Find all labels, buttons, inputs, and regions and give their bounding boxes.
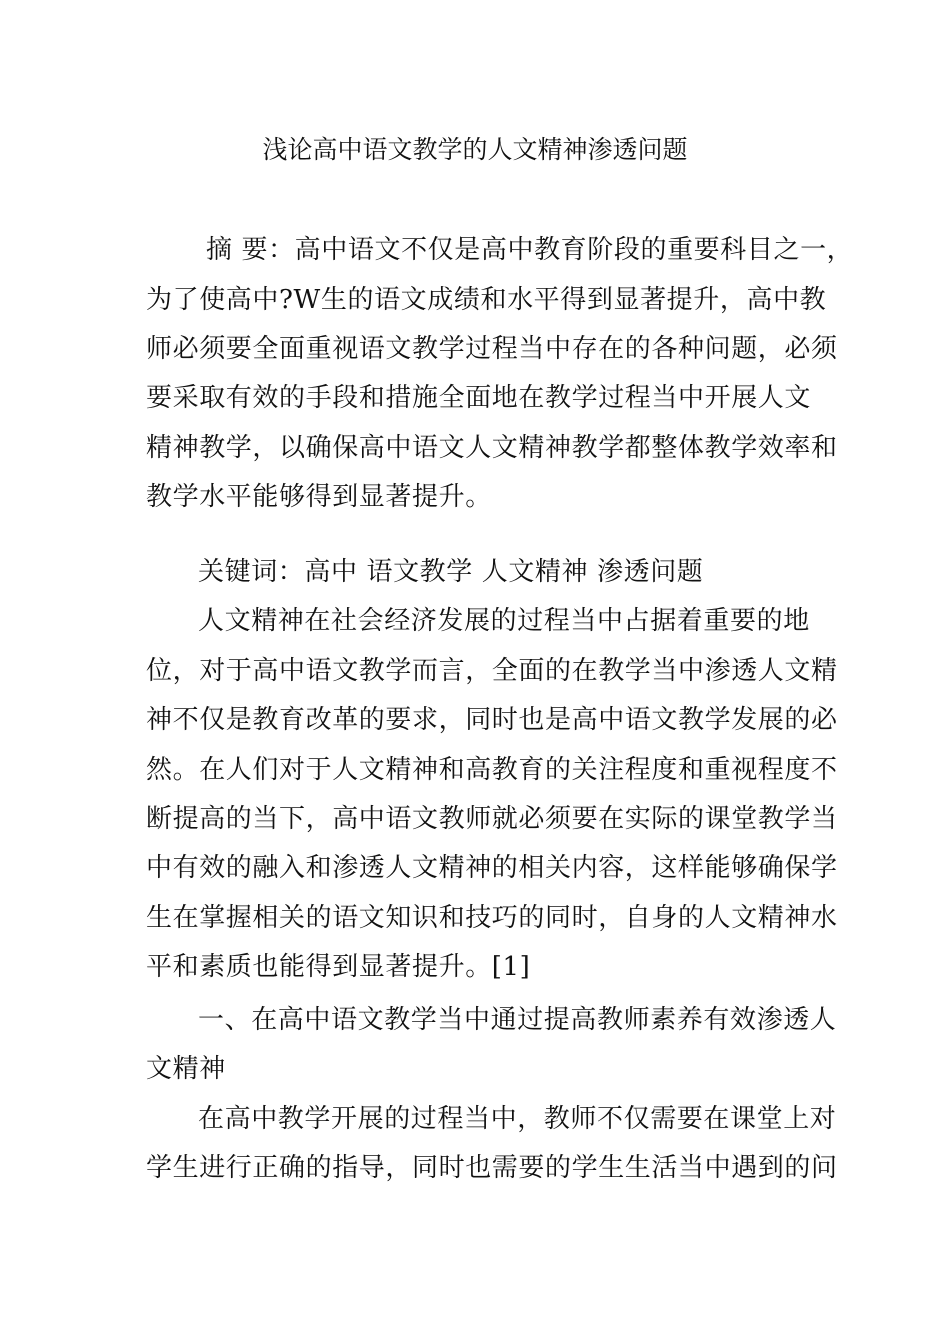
paragraph-line: 断提高的当下，高中语文教师就必须要在实际的课堂教学当 — [146, 804, 838, 834]
paragraph-line: 在高中教学开展的过程当中，教师不仅需要在课堂上对 — [198, 1104, 837, 1134]
abstract-line: 摘 要：高中语文不仅是高中教育阶段的重要科目之一， — [206, 235, 854, 265]
paragraph-line: 神不仅是教育改革的要求，同时也是高中语文教学发展的必 — [146, 705, 838, 735]
keywords-line: 关键词：高中 语文教学 人文精神 渗透问题 — [198, 557, 704, 587]
abstract-line: 要采取有效的手段和措施全面地在教学过程当中开展人文 — [146, 383, 812, 413]
abstract-line: 为了使高中?W生的语文成绩和水平得到显著提升，高中教 — [146, 285, 827, 315]
paragraph-line: 位，对于高中语文教学而言，全面的在教学当中渗透人文精 — [146, 656, 838, 686]
abstract-line: 师必须要全面重视语文教学过程当中存在的各种问题，必须 — [146, 334, 838, 364]
paragraph-line: 生在掌握相关的语文知识和技巧的同时，自身的人文精神水 — [146, 903, 838, 933]
paragraph-line: 学生进行正确的指导，同时也需要的学生生活当中遇到的问 — [146, 1153, 838, 1183]
paragraph-line: 人文精神在社会经济发展的过程当中占据着重要的地 — [198, 606, 810, 636]
section-heading-line: 一、在高中语文教学当中通过提高教师素养有效渗透人 — [198, 1005, 837, 1035]
section-heading-line: 文精神 — [146, 1054, 226, 1084]
paragraph-line: 然。在人们对于人文精神和高教育的关注程度和重视程度不 — [146, 755, 838, 785]
abstract-line: 精神教学，以确保高中语文人文精神教学都整体教学效率和 — [146, 433, 838, 463]
paragraph-line: 中有效的融入和渗透人文精神的相关内容，这样能够确保学 — [146, 853, 838, 883]
document-title: 浅论高中语文教学的人文精神渗透问题 — [262, 135, 688, 164]
paragraph-line: 平和素质也能得到显著提升。[1] — [146, 952, 531, 982]
abstract-line: 教学水平能够得到显著提升。 — [146, 482, 492, 512]
